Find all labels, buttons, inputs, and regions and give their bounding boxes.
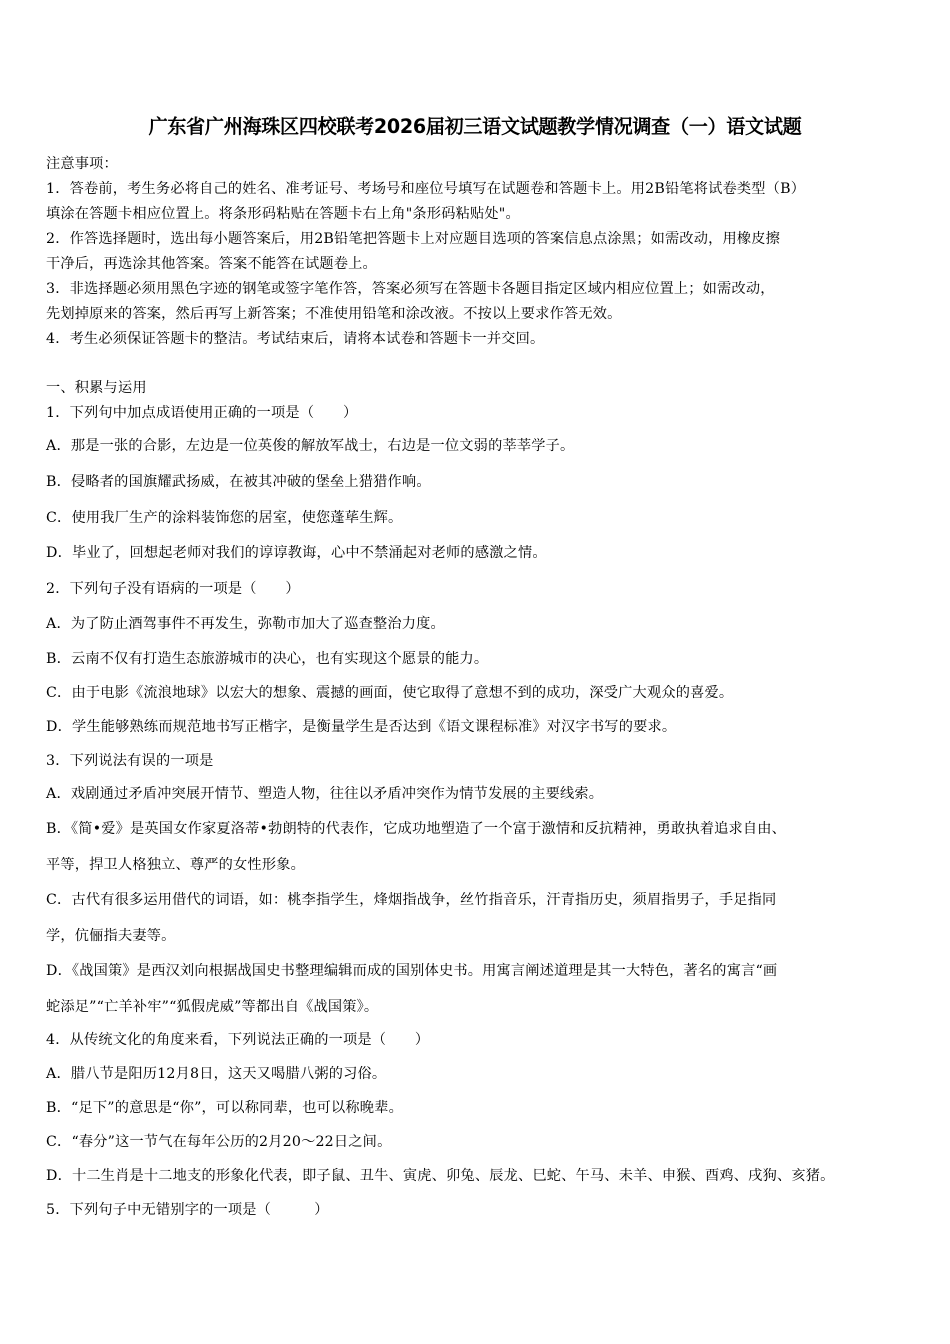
notice-line: 1．答卷前，考生务必将自己的姓名、准考证号、考场号和座位号填写在试题卷和答题卡上。用2B铅笔将试卷类型（B） <box>46 181 806 197</box>
question-option-continued: 蛇添足”“亡羊补牢”“狐假虎威”等都出自《战国策》。 <box>46 999 379 1015</box>
question-option: B．侵略者的国旗耀武扬威，在被其冲破的堡垒上猎猎作响。 <box>46 474 431 490</box>
question-option: A．那是一张的合影，左边是一位英俊的解放军战士，右边是一位文弱的莘莘学子。 <box>46 438 575 454</box>
question-option: A．为了防止酒驾事件不再发生，弥勒市加大了巡查整治力度。 <box>46 616 445 632</box>
question-option: C．“春分”这一节气在每年公历的2月20～22日之间。 <box>46 1134 392 1150</box>
question-option: A．戏剧通过矛盾冲突展开情节、塑造人物，往往以矛盾冲突作为情节发展的主要线索。 <box>46 786 604 802</box>
question-option: D．《战国策》是西汉刘向根据战国史书整理编辑而成的国别体史书。用寓言阐述道理是其一大特色，著名的寓言“画 <box>46 963 778 979</box>
question-stem: 1．下列句中加点成语使用正确的一项是（ ） <box>46 405 358 421</box>
notice-line: 干净后，再选涂其他答案。答案不能答在试题卷上。 <box>46 256 377 272</box>
page-title: 广东省广州海珠区四校联考2026届初三语文试题教学情况调查（一）语文试题 <box>148 115 802 138</box>
question-option-continued: 平等，捍卫人格独立、尊严的女性形象。 <box>46 857 305 873</box>
question-option: B．“足下”的意思是“你”，可以称同辈，也可以称晚辈。 <box>46 1100 403 1116</box>
question-option: D．学生能够熟练而规范地书写正楷字，是衡量学生是否达到《语文课程标准》对汉字书写的要求。 <box>46 719 677 735</box>
notice-line: 2．作答选择题时，选出每小题答案后，用2B铅笔把答题卡上对应题目选项的答案信息点涂黑；如需改动，用橡皮擦 <box>46 231 781 247</box>
question-stem: 4．从传统文化的角度来看，下列说法正确的一项是（ ） <box>46 1032 430 1048</box>
notice-line: 4．考生必须保证答题卡的整洁。考试结束后，请将本试卷和答题卡一并交回。 <box>46 331 545 347</box>
question-option: D．毕业了，回想起老师对我们的谆谆教诲，心中不禁涌起对老师的感激之情。 <box>46 545 547 561</box>
question-stem: 3．下列说法有误的一项是 <box>46 753 214 769</box>
notice-heading: 注意事项： <box>46 156 118 172</box>
question-option: C．使用我厂生产的涂料装饰您的居室，使您蓬荜生辉。 <box>46 510 403 526</box>
notice-line: 填涂在答题卡相应位置上。将条形码粘贴在答题卡右上角"条形码粘贴处"。 <box>46 206 520 222</box>
section-heading: 一、积累与运用 <box>46 380 147 396</box>
question-stem: 2．下列句子没有语病的一项是（ ） <box>46 581 300 597</box>
question-option-continued: 学，伉俪指夫妻等。 <box>46 928 176 944</box>
question-option: B．《简•爱》是英国女作家夏洛蒂•勃朗特的代表作，它成功地塑造了一个富于激情和反抗精神，勇敢执着追求自由、 <box>46 821 787 837</box>
question-option: D．十二生肖是十二地支的形象化代表，即子鼠、丑牛、寅虎、卯兔、辰龙、巳蛇、午马、未羊、申猴、酉鸡、戌狗、亥猪。 <box>46 1168 835 1184</box>
question-option: B．云南不仅有打造生态旅游城市的决心，也有实现这个愿景的能力。 <box>46 651 489 667</box>
question-option: C．由于电影《流浪地球》以宏大的想象、震撼的画面，使它取得了意想不到的成功，深受广大观众的喜爱。 <box>46 685 734 701</box>
notice-line: 3．非选择题必须用黑色字迹的钢笔或签字笔作答，答案必须写在答题卡各题目指定区域内相应位置上；如需改动， <box>46 281 775 297</box>
notice-line: 先划掉原来的答案，然后再写上新答案；不准使用铅笔和涂改液。不按以上要求作答无效。 <box>46 306 622 322</box>
question-option: A．腊八节是阳历12月8日，这天又喝腊八粥的习俗。 <box>46 1066 387 1082</box>
question-option: C．古代有很多运用借代的词语，如：桃李指学生，烽烟指战争，丝竹指音乐，汗青指历史，须眉指男子，手足指同 <box>46 892 777 908</box>
question-stem: 5．下列句子中无错别字的一项是（ ） <box>46 1202 329 1218</box>
